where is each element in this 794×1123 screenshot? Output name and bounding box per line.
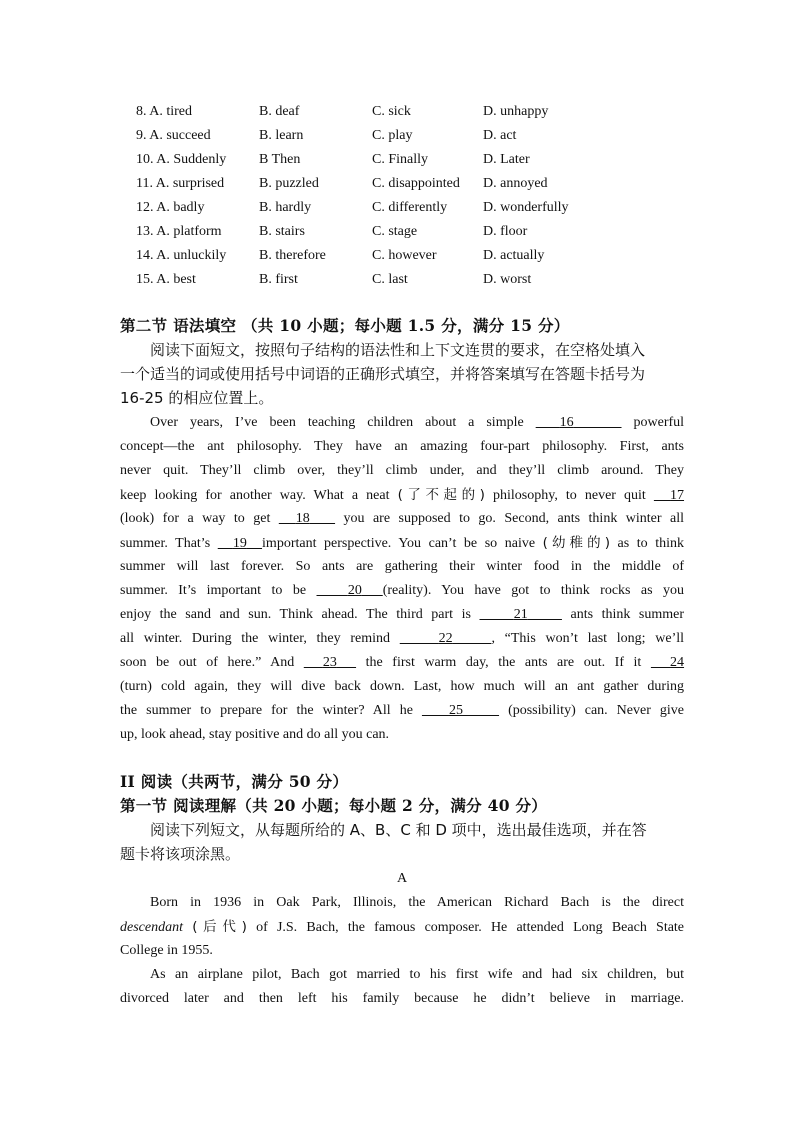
- answer-options: [136, 100, 596, 292]
- section-heading-grammar: 第二节 语法填空 （共 10 小题；每小题 1.5 分，满分 15 分）: [120, 316, 570, 335]
- option-row: 11. A. surprised B. puzzled C. disappointed D. annoyed: [136, 176, 548, 191]
- grammar-passage: Over years, I’ve been teaching children about a simple 16 powerful concept—the ant philosophy. They have an amazing four-part philosophy. First, ants never quit. They’ll climb over, they’ll climb under, and they’ll climb around. They keep looking for another way. What a neat (了不起的) philosophy, to never quit 17 (look) for a way to get 18 you are supposed to go. Second, ants think winter all summer. That’s 19 important perspective. You can’t be so naive (幼稚的) as to think summer will last forever. So ants are gathering their winter food in the middle of summer. It’s important to be 20 (reality). You have got to think rocks as you enjoy the sand and sun. Think ahead. The third part is 21 ants think summer all winter. During the winter, they remind 22 , “This won’t last long; we’ll soon be out of here.” And 23 the first warm day, the ants are out. If it 24 (turn) cold again, they will dive back down. Last, how much will an ant gather during the summer to prepare for the winter? All he 25 (possibility) can. Never give up, look ahead, stay positive and do all you can.: [120, 415, 685, 742]
- section-instructions-grammar: 阅读下面短文，按照句子结构的语法性和上下文连贯的要求，在空格处填入 一个适当的词或使用括号中词语的正确形式填空，并将答案填写在答题卡括号为 16-25 的相应位置上。: [120, 341, 646, 407]
- option-row: 13. A. platform B. stairs C. stage D. floor: [136, 224, 528, 239]
- section-heading-reading: 第一节 阅读理解（共 20 小题；每小题 2 分，满分 40 分）: [120, 796, 548, 815]
- blank-18: 18: [295, 511, 310, 526]
- option-row: 10. A. Suddenly B Then C. Finally D. Later: [136, 152, 530, 167]
- option-row: 12. A. badly B. hardly C. differently D. wonderfully: [136, 200, 569, 215]
- blank-20: 20: [347, 583, 362, 598]
- blank-23: 23: [322, 655, 337, 670]
- blank-22: 22: [438, 631, 453, 646]
- blank-25: 25: [448, 703, 463, 718]
- blank-21: 21: [513, 607, 528, 622]
- blank-17: 17: [670, 488, 685, 503]
- blank-19: 19: [232, 536, 247, 551]
- option-row: 15. A. best B. first C. last D. worst: [136, 272, 532, 287]
- option-row: 8. A. tired B. deaf C. sick D. unhappy: [136, 104, 549, 119]
- part-heading-reading: II 阅读（共两节，满分 50 分）: [120, 772, 349, 791]
- option-row: 9. A. succeed B. learn C. play D. act: [136, 128, 517, 143]
- option-row: 14. A. unluckily B. therefore C. however D. actually: [136, 248, 545, 263]
- reading-passage-a: Born in 1936 in Oak Park, Illinois, the American Richard Bach is the direct descendant (后代) of J.S. Bach, the famous composer. He attended Long Beach State College in 1955. As an airplane pilot, Bach got married to his first wife and had six children, but divorced later and then left his family because he didn’t believe in marriage.: [120, 895, 685, 1006]
- blank-16: 16: [559, 415, 574, 430]
- passage-label: A: [396, 871, 408, 886]
- blank-24: 24: [670, 655, 685, 670]
- section-instructions-reading: 阅读下列短文，从每题所给的 A、B、C 和 D 项中，选出最佳选项，并在答 题卡将该项涂黑。: [120, 821, 647, 863]
